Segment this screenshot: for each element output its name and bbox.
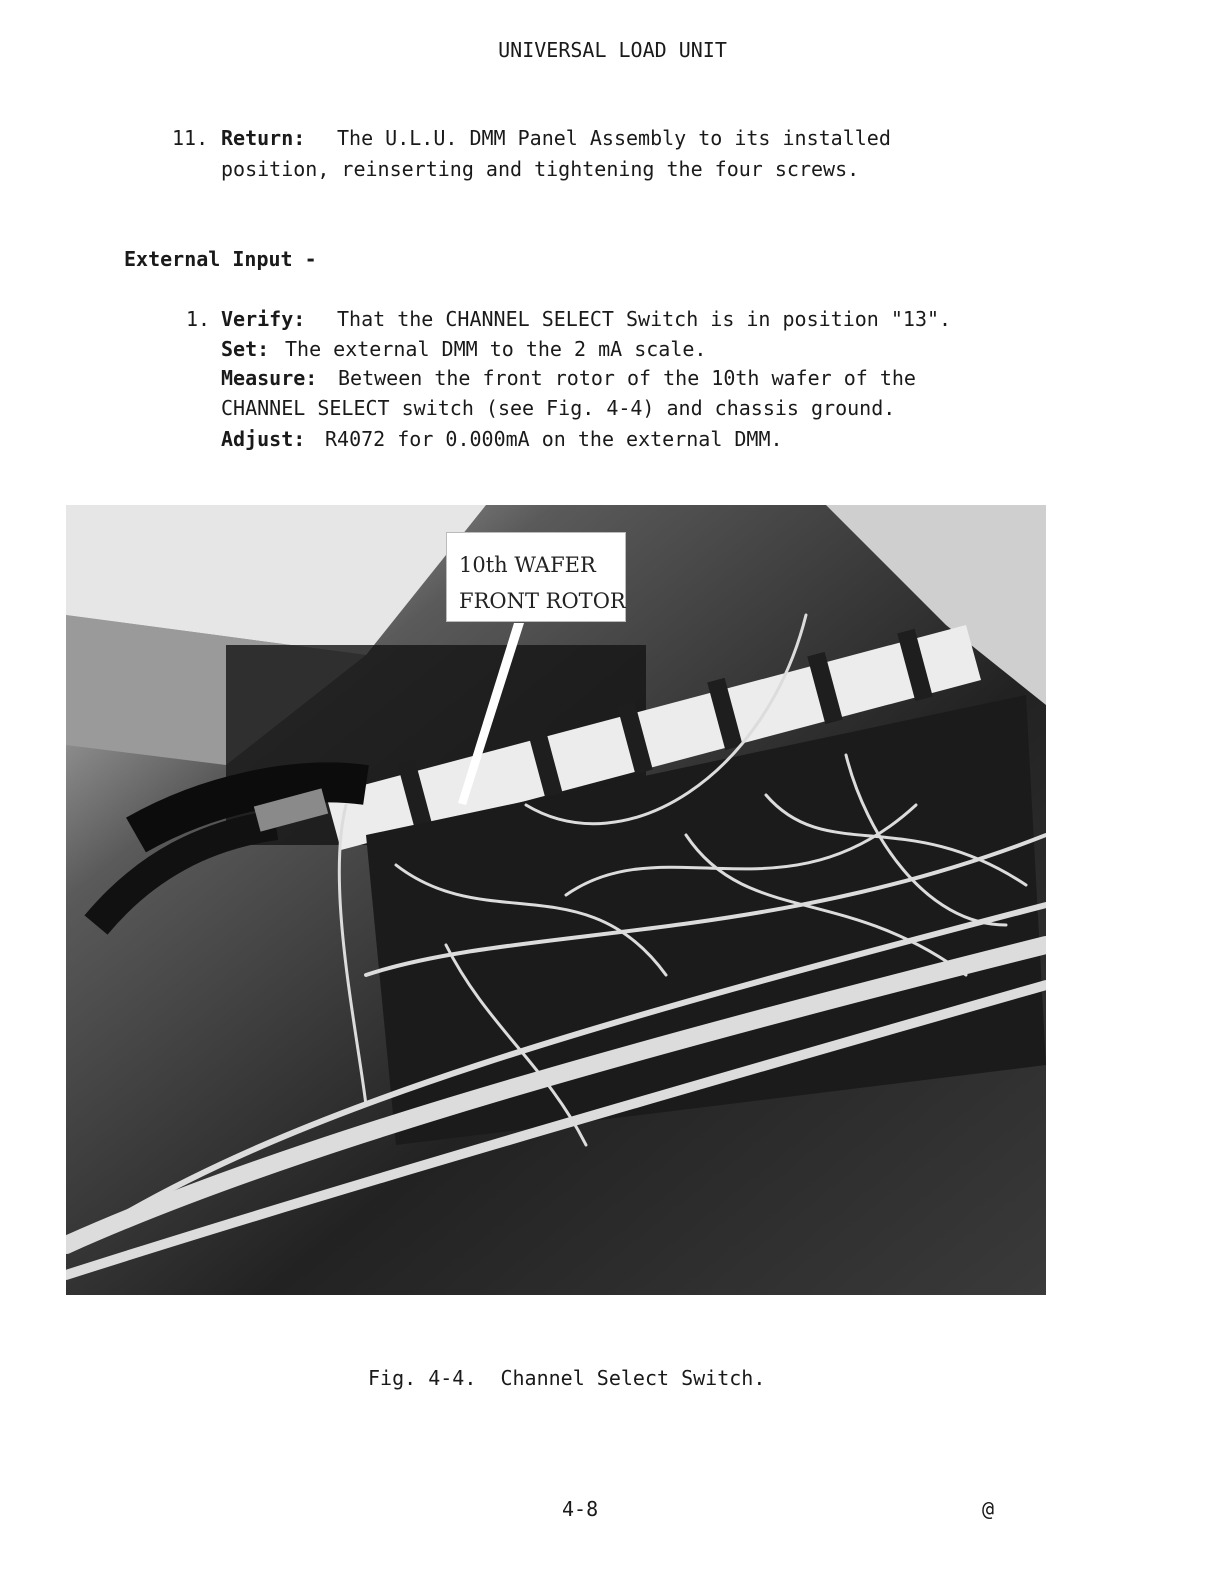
measure-label: Measure: [221, 366, 318, 390]
step-text: position, reinserting and tightening the four screws. [221, 157, 860, 181]
footer-mark: @ [982, 1497, 995, 1521]
page-number: 4-8 [562, 1497, 599, 1521]
figure-caption: Fig. 4-4. Channel Select Switch. [368, 1366, 766, 1390]
verify-label: Verify: [221, 307, 306, 331]
channel-select-switch-photo [66, 505, 1046, 1295]
callout-line: FRONT ROTOR [459, 589, 626, 613]
figure-callout [446, 532, 626, 622]
set-text: The external DMM to the 2 mA scale. [285, 337, 707, 361]
step-text: The U.L.U. DMM Panel Assembly to its installed [337, 126, 891, 150]
adjust-text: R4072 for 0.000mA on the external DMM. [325, 427, 783, 451]
section-heading: External Input - [124, 247, 317, 271]
running-title: UNIVERSAL LOAD UNIT [498, 38, 727, 62]
step-number: 1. [186, 307, 211, 331]
callout-line: 10th WAFER [459, 553, 596, 577]
adjust-label: Adjust: [221, 427, 306, 451]
set-label: Set: [221, 337, 270, 361]
measure-text: Between the front rotor of the 10th wafer of the [338, 366, 916, 390]
wiring-illustration [66, 505, 1046, 1295]
verify-text: That the CHANNEL SELECT Switch is in position "13". [337, 307, 952, 331]
measure-text-continued: CHANNEL SELECT switch (see Fig. 4-4) and chassis ground. [221, 396, 896, 420]
step-keyword: Return: [221, 126, 306, 150]
step-number: 11. [172, 126, 209, 150]
